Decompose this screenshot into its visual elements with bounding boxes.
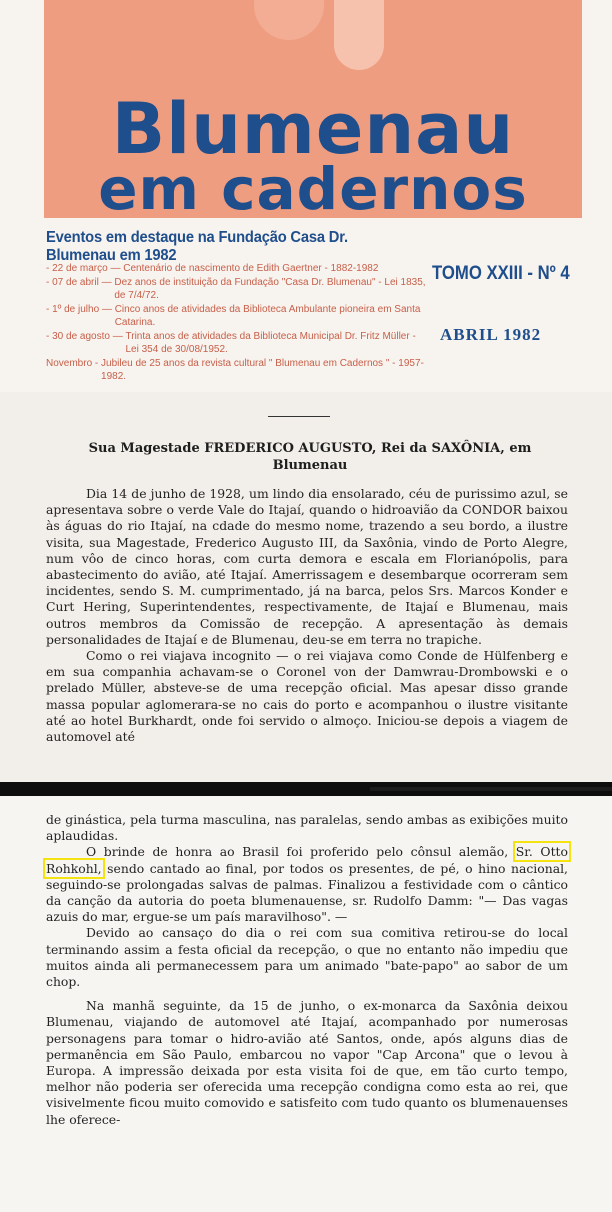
event-text: Jubileu de 25 anos da revista cultural " Blumenau em Cadernos " - 1957-1982. <box>101 358 424 382</box>
section-divider <box>268 416 330 417</box>
paragraph: Como o rei viajava incognito — o rei viajava como Conde de Hülfenberg e em sua companhia achavam-se o Coronel von der Damwrau-Drombowski e o prelado Müller, absteve-se de uma recepção oficial. Mas apesar disso grande massa popular aglomerara-se no cais do porto e acompanhou o ilustre visitante até ao hotel Burkhardt, onde foi servido o almoço. Iniciou-se depois a viagem de automovel até <box>46 648 568 745</box>
event-date: - 22 de março — <box>46 263 124 274</box>
event-item <box>46 262 426 275</box>
event-date: Novembro - <box>46 358 102 369</box>
article-body-bottom <box>46 812 568 1128</box>
separator-stripe <box>370 787 612 791</box>
cover-title-line1: Blumenau <box>111 88 515 170</box>
highlighted-name: Sr. Otto Rohkohl, <box>46 844 568 876</box>
cover-title-line2: em cadernos <box>98 155 528 223</box>
event-text: Cinco anos de atividades da Biblioteca Ambulante pioneira em Santa Catarina. <box>114 304 421 328</box>
article-title: Sua Magestade FREDERICO AUGUSTO, Rei da SAXÔNIA, em Blumenau <box>88 441 532 473</box>
paragraph: Dia 14 de junho de 1928, um lindo dia ensolarado, céu de purissimo azul, se apresentava sobre o verde Vale do Itajaí, quando o hidroavião da CONDOR baixou às águas do rio Itajaí, na cdade do mesmo nome, trazendo a seu bordo, a ilustre visita, sua Magestade, Frederico Augusto III, da Saxônia, vindo de Porto Alegre, num vôo de cinco horas, com curta demora e escala em Florianópolis, para abastecimento do avião, até Itajaí. Amerrissagem e desembarque ocorreram sem incidentes, sendo S. M. cumprimentado, já na barca, pelos Srs. Marcos Konder e Curt Hering, Superintendentes, respectivamente, de Itajaí e Blumenau, mais outros membros da Comissão de recepção. A apresentação às demais personalidades de Itajaí e de Blumenau, deu-se em terra no trapiche. <box>46 486 568 647</box>
event-text: Dez anos de instituição da Fundação "Casa Dr. Blumenau" - Lei 1835, de 7/4/72. <box>114 277 426 301</box>
event-item <box>46 357 426 383</box>
event-date: - 30 de agosto — <box>46 331 126 342</box>
edition-date: ABRIL 1982 <box>440 325 542 344</box>
event-date: - 07 de abril — <box>46 277 115 288</box>
illustration-shape <box>334 0 384 70</box>
paragraph: Devido ao cansaço do dia o rei com sua comitiva retirou-se do local terminando assim a festa oficial da recepção, o que no entanto não impediu que muitos ainda ali permanecessem para um animado "bate-papo" ao sabor de um chop. <box>46 925 568 990</box>
event-item <box>46 303 426 329</box>
paragraph: Na manhã seguinte, da 15 de junho, o ex-monarca da Saxônia deixou Blumenau, viajando de automovel até Itajaí, acompanhado por numerosas personagens para tomar o hidro-avião até Santos, onde, após alguns dias de permanência em São Paulo, embarcou no vapor "Cap Arcona" que o levou à Europa. A impressão deixada por esta visita foi de que, em tão curto tempo, melhor não poderia ser oferecida uma recepção condigna como esta ao rei, que visivelmente ficou muito comovido e satisfeito com tudo quanto os blumenauenses lhe oferece- <box>46 998 568 1127</box>
event-item <box>46 330 426 356</box>
toast-text-after: sendo cantado ao final, por todos os presentes, de pé, o hino nacional, seguindo-se prolongadas salvas de palmas. Finalizou a festividade com o cântico da canção da autoria do poeta blumenauense, sr. Rudolfo Damm: "— Das vagas azuis do mar, ergue-se um país maravilhoso". — <box>46 860 568 925</box>
volume-number: TOMO XXIII - Nº 4 <box>432 263 570 284</box>
event-text: Centenário de nascimento de Edith Gaertner - 1882-1982 <box>123 263 379 274</box>
magazine-cover <box>0 0 612 392</box>
paragraph: de ginástica, pela turma masculina, nas paralelas, sendo ambas as exibições muito aplaudidas. <box>46 812 568 844</box>
article-body-top <box>46 486 568 745</box>
event-item <box>46 276 426 302</box>
page-separator <box>0 782 612 796</box>
event-date: - 1º de julho — <box>46 304 115 315</box>
event-text: Trinta anos de atividades da Biblioteca Municipal Dr. Fritz Müller - Lei 354 de 30/08/1952. <box>125 331 416 355</box>
paragraph-toast <box>46 844 568 925</box>
cover-subtitle: Eventos em destaque na Fundação Casa Dr. Blumenau em 1982 <box>46 229 348 264</box>
toast-text-before: O brinde de honra ao Brasil foi proferido pelo cônsul alemão, <box>86 844 516 860</box>
illustration-shape <box>254 0 324 40</box>
events-list <box>46 262 426 384</box>
